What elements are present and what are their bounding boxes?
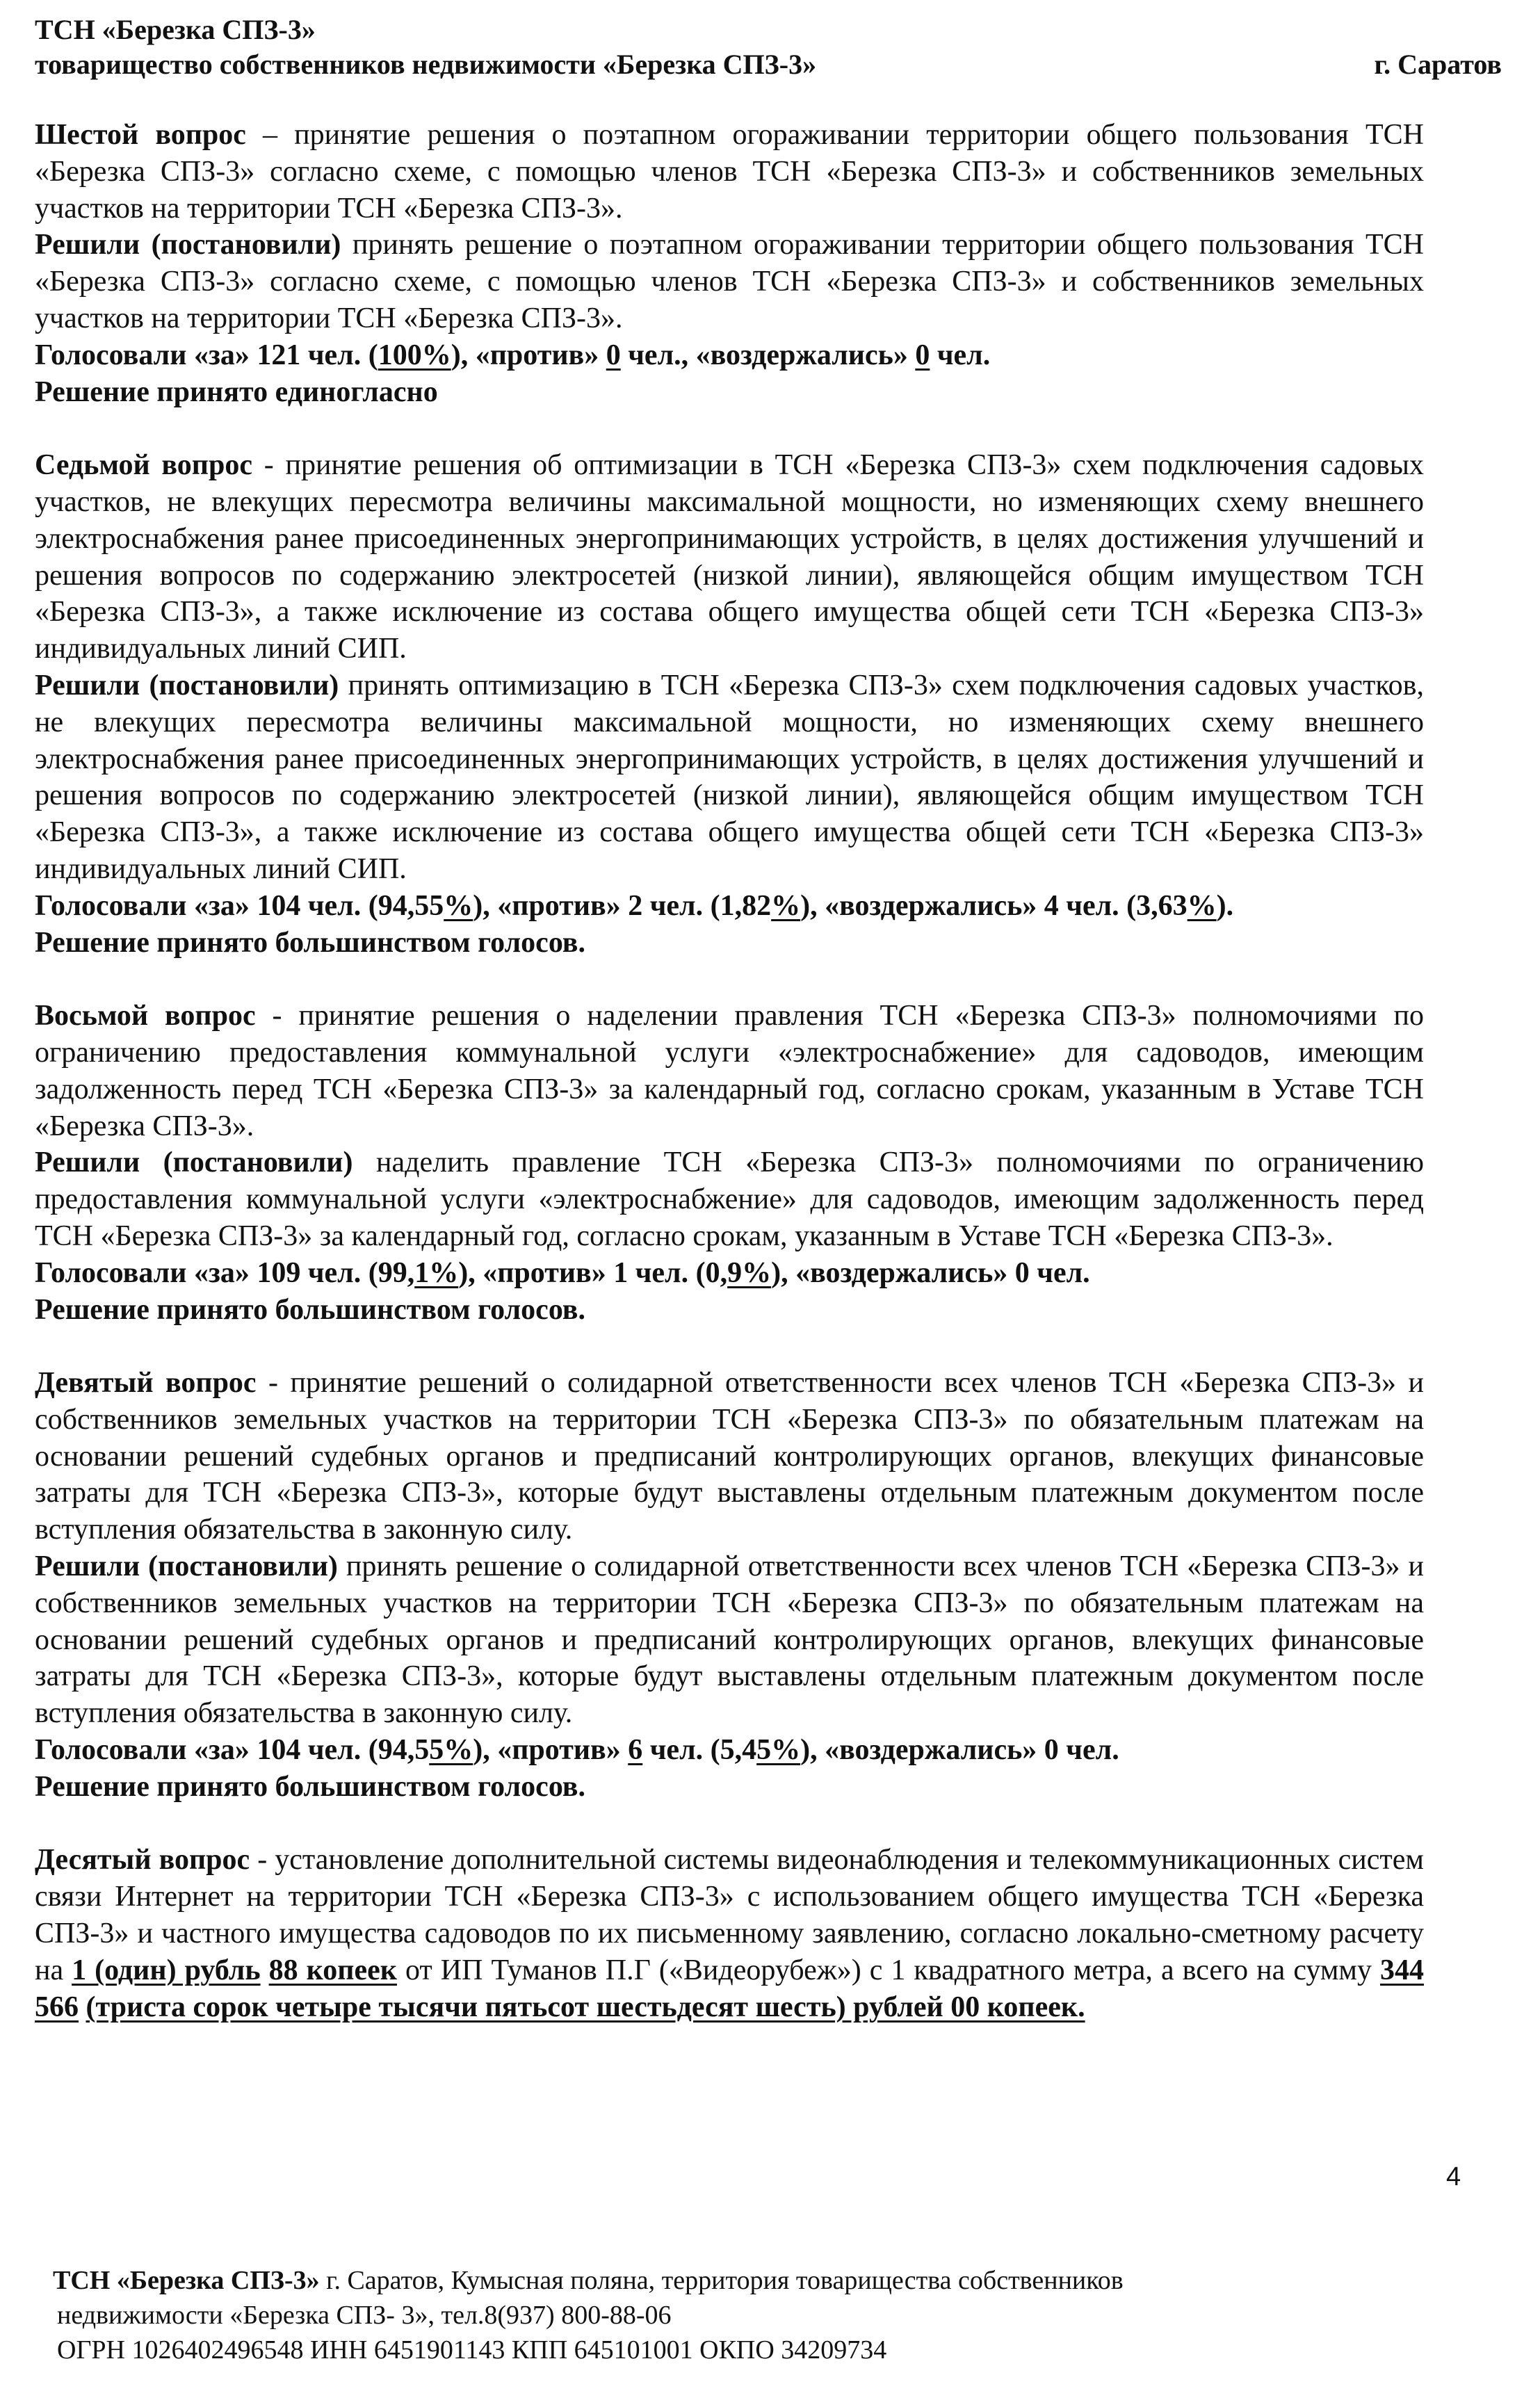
question-7-decision: Решение принято большинством голосов. [35, 926, 585, 959]
document-body [35, 117, 1424, 2062]
question-6-resolution: Решили (постановили) принять решение о поэтапном огораживании территории общего пользования ТСН «Березка СПЗ-3» согласно схеме, с помощью членов ТСН «Березка СПЗ-3» и собственников земельных участков на территории ТСН «Березка СПЗ-3». [35, 229, 1424, 334]
question-7-vote: Голосовали «за» 104 чел. (94,55%), «против» 2 чел. (1,82%), «воздержались» 4 чел. (3,63%). [35, 889, 1234, 922]
question-6-title: Шестой вопрос [35, 119, 246, 151]
page-number: 4 [1446, 2162, 1461, 2191]
header-org-short: ТСН «Березка СПЗ-3» [35, 14, 316, 45]
question-9-title: Девятый вопрос [35, 1367, 257, 1400]
question-10-title: Десятый вопрос [35, 1844, 250, 1877]
footer-registration-ids: ОГРН 1026402496548 ИНН 6451901143 КПП 645101001 ОКПО 34209734 [57, 2335, 887, 2365]
header-org-full: товарищество собственников недвижимости «Березка СПЗ-3» [35, 49, 817, 80]
header-org-short-row [35, 13, 1502, 47]
price-kopecks: 88 копеек [268, 1954, 397, 1986]
question-6-text: Шестой вопрос – принятие решения о поэтапном огораживании территории общего пользования ТСН «Березка СПЗ-3» согласно схеме, с помощью членов ТСН «Березка СПЗ-3» и собственников земельных участков на территории ТСН «Березка СПЗ-3». [35, 119, 1424, 225]
question-9-resolution: Решили (постановили) принять решение о солидарной ответственности всех членов ТСН «Березка СПЗ-3» и собственников земельных участков на территории ТСН «Березка СПЗ-3» по обязательным платежам на основании решений судебных органов и предписаний контролирующих органов, влекущих финансовые затраты для ТСН «Березка СПЗ-3», которые будут выставлены отдельным платежным документом после вступления обязательства в законную силу. [35, 1550, 1424, 1730]
price-rubles: 1 (один) рубль [72, 1954, 261, 1986]
question-8-decision: Решение принято большинством голосов. [35, 1293, 585, 1326]
page-header [35, 13, 1502, 82]
question-8-vote: Голосовали «за» 109 чел. (99,1%), «против» 1 чел. (0,9%), «воздержались» 0 чел. [35, 1256, 1090, 1289]
footer-line-1: ТСН «Березка СПЗ-3» г. Саратов, Кумысная поляна, территория товарищества собственников [53, 2266, 1124, 2295]
question-10-text: Десятый вопрос - установление дополнительной системы видеонаблюдения и телекоммуникационных систем связи Интернет на территории ТСН «Березка СПЗ-3» с использованием общего имущества ТСН «Березка СПЗ-3» и частного имущества садоводов по их письменному заявлению, согласно локально-сметному расчету на 1 (один) рубль 88 копеек от ИП Туманов П.Г («Видеорубеж») с 1 квадратного метра, а всего на сумму 344 566 (триста сорок четыре тысячи пятьсот шестьдесят шесть) рублей 00 копеек. [35, 1844, 1425, 2023]
page-footer [53, 2263, 1443, 2367]
footer-line-2: недвижимости «Березка СПЗ- 3», тел.8(937) 800-88-06 [57, 2301, 672, 2330]
question-7 [35, 447, 1424, 961]
question-6-decision: Решение принято единогласно [35, 375, 438, 408]
header-org-full-row [35, 47, 1502, 82]
question-10 [35, 1842, 1424, 2025]
total-sum-words: (триста сорок четыре тысячи пятьсот шестьдесят шесть) рублей 00 копеек. [86, 1991, 1085, 2023]
question-7-title: Седьмой вопрос [35, 449, 252, 482]
question-7-text: Седьмой вопрос - принятие решения об оптимизации в ТСН «Березка СПЗ-3» схем подключения садовых участков, не влекущих пересмотра величины максимальной мощности, но изменяющих схему внешнего электроснабжения ранее присоединенных энергопринимающих устройств, в целях достижения улучшений и решения вопросов по содержанию электросетей (низкой линии), являющейся общим имуществом ТСН «Березка СПЗ-3», а также исключение из состава общего имущества общей сети ТСН «Березка СПЗ-3» индивидуальных линий СИП. [35, 449, 1424, 665]
question-8-resolution: Решили (постановили) наделить правление ТСН «Березка СПЗ-3» полномочиями по ограничению предоставления коммунальной услуги «электроснабжение» для садоводов, имеющим задолженность перед ТСН «Березка СПЗ-3» за календарный год, согласно срокам, указанным в Уставе ТСН «Березка СПЗ-3». [35, 1146, 1424, 1252]
total-sum: 344 566 [35, 1954, 1425, 2023]
question-6-vote: Голосовали «за» 121 чел. (100%), «против» 0 чел., «воздержались» 0 чел. [35, 339, 991, 371]
question-9-decision: Решение принято большинством голосов. [35, 1770, 585, 1803]
header-city: г. Саратов [1374, 49, 1502, 80]
footer-org: ТСН «Березка СПЗ-3» [53, 2266, 320, 2295]
question-6 [35, 117, 1424, 410]
question-9 [35, 1365, 1424, 1806]
question-8-text: Восьмой вопрос - принятие решения о наделении правления ТСН «Березка СПЗ-3» полномочиями по ограничению предоставления коммунальной услуги «электроснабжение» для садоводов, имеющим задолженность перед ТСН «Березка СПЗ-3» за календарный год, согласно срокам, указанным в Уставе ТСН «Березка СПЗ-3». [35, 1000, 1424, 1142]
question-9-text: Девятый вопрос - принятие решений о солидарной ответственности всех членов ТСН «Березка СПЗ-3» и собственников земельных участков на территории ТСН «Березка СПЗ-3» по обязательным платежам на основании решений судебных органов и предписаний контролирующих органов, влекущих финансовые затраты для ТСН «Березка СПЗ-3», которые будут выставлены отдельным платежным документом после вступления обязательства в законную силу. [35, 1367, 1424, 1546]
question-8 [35, 998, 1424, 1328]
question-8-title: Восьмой вопрос [35, 1000, 256, 1032]
question-7-resolution: Решили (постановили) принять оптимизацию в ТСН «Березка СПЗ-3» схем подключения садовых участков, не влекущих пересмотра величины максимальной мощности, но изменяющих схему внешнего электроснабжения ранее присоединенных энергопринимающих устройств, в целях достижения улучшений и решения вопросов по содержанию электросетей (низкой линии), являющейся общим имуществом ТСН «Березка СПЗ-3», а также исключение из состава общего имущества общей сети ТСН «Березка СПЗ-3» индивидуальных линий СИП. [35, 669, 1424, 885]
question-9-vote: Голосовали «за» 104 чел. (94,55%), «против» 6 чел. (5,45%), «воздержались» 0 чел. [35, 1734, 1119, 1767]
